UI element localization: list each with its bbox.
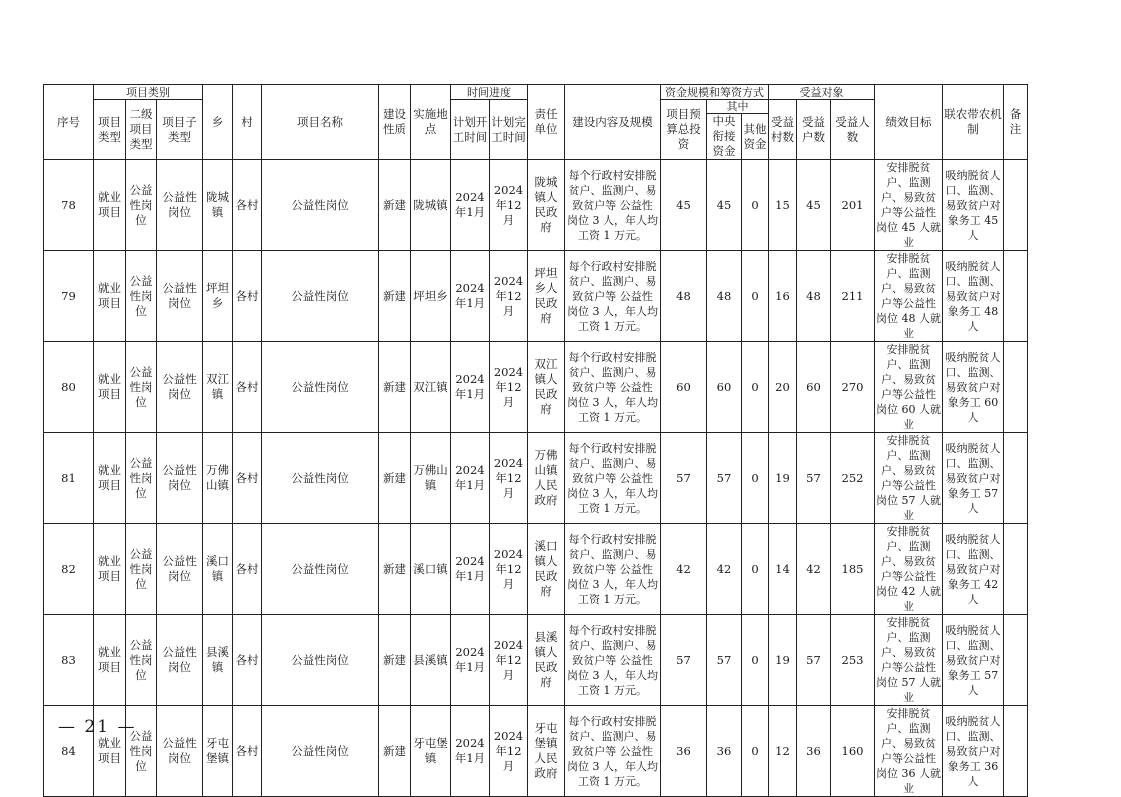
cell-sub-category: 公益性岗位 [126,706,157,797]
cell-ben-households: 57 [797,433,831,524]
cell-content-scale: 每个行政村安排脱贫户、监测户、易致贫户等 公益性岗位 3 人，年人均工资 1 万元。 [565,342,661,433]
project-table [43,84,1028,797]
cell-plan-end: 2024年12月 [490,615,528,706]
page-number: — 21 — [58,717,137,737]
cell-sub-category: 公益性岗位 [126,160,157,251]
header-fund-group: 资金规模和筹资方式 [661,85,769,100]
cell-ben-villages: 16 [769,251,797,342]
cell-link-mechanism: 吸纳脱贫人口、监测、易致贫户对象务工 48 人 [943,251,1004,342]
table-header [44,85,1028,160]
cell-sub-sub-type: 公益性岗位 [157,706,203,797]
cell-project-name: 公益性岗位 [262,615,379,706]
header-ben-people: 受益人数 [831,100,875,160]
cell-village: 各村 [233,433,262,524]
cell-ben-people: 253 [831,615,875,706]
cell-project-name: 公益性岗位 [262,706,379,797]
cell-township: 坪坦乡 [203,251,233,342]
header-ben-households: 受益户数 [797,100,831,160]
cell-township: 溪口镇 [203,524,233,615]
header-performance: 绩效目标 [875,85,943,160]
table-row [44,160,1028,251]
cell-construction-nature: 新建 [379,251,411,342]
header-category-group: 项目类别 [94,85,203,100]
cell-performance: 安排脱贫户、监测户、易致贫户等公益性岗位 57 人就业 [876,434,941,522]
cell-performance: 安排脱贫户、监测户、易致贫户等公益性岗位 42 人就业 [876,525,941,613]
cell-total-investment: 48 [661,251,707,342]
cell-content-scale: 每个行政村安排脱贫户、监测户、易致贫户等 公益性岗位 3 人，年人均工资 1 万元。 [565,615,661,706]
cell-location: 县溪镇 [411,615,451,706]
cell-sub-sub-type: 公益性岗位 [157,615,203,706]
header-beneficiary-group: 受益对象 [769,85,875,100]
cell-total-investment: 60 [661,342,707,433]
cell-content-scale: 每个行政村安排脱贫户、监测户、易致贫户等 公益性岗位 3 人，年人均工资 1 万元。 [565,251,661,342]
header-sub-category: 二级项目类型 [126,100,157,160]
table-row [44,524,1028,615]
cell-central-funds: 42 [707,524,742,615]
cell-content-scale: 每个行政村安排脱贫户、监测户、易致贫户等 公益性岗位 3 人，年人均工资 1 万元。 [565,433,661,524]
cell-total-investment: 42 [661,524,707,615]
cell-seq: 81 [44,433,94,524]
cell-plan-end: 2024年12月 [490,251,528,342]
cell-location: 陇城镇 [411,160,451,251]
cell-project-name: 公益性岗位 [262,433,379,524]
cell-ben-people: 185 [831,524,875,615]
cell-seq: 84 [44,706,94,797]
header-of-which: 其中 [707,100,769,114]
cell-link-mechanism: 吸纳脱贫人口、监测、易致贫户对象务工 42 人 [943,524,1004,615]
header-village: 村 [233,85,262,160]
cell-central-funds: 48 [707,251,742,342]
cell-plan-start: 2024年1月 [451,706,490,797]
cell-location: 坪坦乡 [411,251,451,342]
cell-remark [1004,433,1028,524]
table-body [44,160,1028,797]
cell-other-funds: 0 [742,524,769,615]
table-row [44,433,1028,524]
cell-plan-end: 2024年12月 [490,160,528,251]
cell-ben-people: 211 [831,251,875,342]
cell-plan-end: 2024年12月 [490,433,528,524]
cell-remark [1004,615,1028,706]
cell-project-name: 公益性岗位 [262,342,379,433]
cell-seq: 78 [44,160,94,251]
cell-ben-villages: 14 [769,524,797,615]
cell-ben-villages: 15 [769,160,797,251]
header-remarks: 备注 [1004,85,1028,160]
header-schedule-group: 时间进度 [451,85,528,100]
cell-project-type: 就业项目 [94,342,126,433]
cell-project-type: 就业项目 [94,160,126,251]
cell-construction-nature: 新建 [379,342,411,433]
cell-plan-end: 2024年12月 [490,706,528,797]
cell-village: 各村 [233,524,262,615]
table-row [44,342,1028,433]
cell-ben-villages: 12 [769,706,797,797]
cell-plan-start: 2024年1月 [451,524,490,615]
cell-construction-nature: 新建 [379,615,411,706]
table-row [44,251,1028,342]
cell-central-funds: 45 [707,160,742,251]
cell-sub-category: 公益性岗位 [126,342,157,433]
cell-seq: 79 [44,251,94,342]
cell-project-type: 就业项目 [94,524,126,615]
cell-ben-people: 201 [831,160,875,251]
cell-sub-sub-type: 公益性岗位 [157,433,203,524]
table-row [44,706,1028,797]
cell-sub-category: 公益性岗位 [126,251,157,342]
cell-construction-nature: 新建 [379,706,411,797]
cell-performance: 安排脱贫户、监测户、易致贫户等公益性岗位 48 人就业 [876,252,941,340]
cell-other-funds: 0 [742,433,769,524]
cell-remark [1004,706,1028,797]
header-responsible-unit: 责任单位 [528,85,565,160]
cell-responsible-unit: 万佛山镇人民政府 [528,433,565,524]
header-construction-nature: 建设性质 [379,85,411,160]
cell-central-funds: 36 [707,706,742,797]
cell-plan-start: 2024年1月 [451,160,490,251]
header-content-scale: 建设内容及规模 [565,85,661,160]
cell-responsible-unit: 牙屯堡镇人民政府 [528,706,565,797]
header-location: 实施地点 [411,85,451,160]
cell-performance: 安排脱贫户、监测户、易致贫户等公益性岗位 60 人就业 [876,343,941,431]
cell-other-funds: 0 [742,706,769,797]
cell-central-funds: 60 [707,342,742,433]
cell-central-funds: 57 [707,615,742,706]
cell-content-scale: 每个行政村安排脱贫户、监测户、易致贫户等 公益性岗位 3 人，年人均工资 1 万元。 [565,160,661,251]
cell-responsible-unit: 陇城镇人民政府 [528,160,565,251]
cell-ben-households: 60 [797,342,831,433]
cell-link-mechanism: 吸纳脱贫人口、监测、易致贫户对象务工 57 人 [943,615,1004,706]
cell-village: 各村 [233,251,262,342]
cell-sub-category: 公益性岗位 [126,433,157,524]
cell-plan-start: 2024年1月 [451,251,490,342]
cell-location: 双江镇 [411,342,451,433]
cell-seq: 83 [44,615,94,706]
cell-sub-category: 公益性岗位 [126,524,157,615]
header-seq: 序号 [44,85,94,160]
cell-responsible-unit: 县溪镇人民政府 [528,615,565,706]
header-central-funds: 中央衔接资金 [707,114,742,160]
cell-township: 陇城镇 [203,160,233,251]
header-link-mechanism: 联农带农机制 [943,85,1004,160]
header-township: 乡 [203,85,233,160]
cell-performance: 安排脱贫户、监测户、易致贫户等公益性岗位 45 人就业 [876,161,941,249]
cell-seq: 80 [44,342,94,433]
cell-performance: 安排脱贫户、监测户、易致贫户等公益性岗位 36 人就业 [876,707,941,795]
cell-location: 牙屯堡镇 [411,706,451,797]
cell-seq: 82 [44,524,94,615]
cell-ben-villages: 19 [769,615,797,706]
table-row [44,615,1028,706]
cell-link-mechanism: 吸纳脱贫人口、监测、易致贫户对象务工 60 人 [943,342,1004,433]
header-sub-sub-type: 项目子类型 [157,100,203,160]
cell-other-funds: 0 [742,615,769,706]
cell-performance: 安排脱贫户、监测户、易致贫户等公益性岗位 57 人就业 [876,616,941,704]
cell-sub-sub-type: 公益性岗位 [157,251,203,342]
cell-responsible-unit: 双江镇人民政府 [528,342,565,433]
cell-ben-households: 48 [797,251,831,342]
cell-plan-end: 2024年12月 [490,524,528,615]
cell-remark [1004,524,1028,615]
cell-ben-households: 45 [797,160,831,251]
cell-ben-people: 270 [831,342,875,433]
cell-project-type: 就业项目 [94,433,126,524]
cell-construction-nature: 新建 [379,524,411,615]
cell-plan-start: 2024年1月 [451,433,490,524]
cell-township: 牙屯堡镇 [203,706,233,797]
cell-total-investment: 45 [661,160,707,251]
cell-project-type: 就业项目 [94,706,126,797]
cell-ben-households: 42 [797,524,831,615]
cell-location: 溪口镇 [411,524,451,615]
cell-link-mechanism: 吸纳脱贫人口、监测、易致贫户对象务工 57 人 [943,433,1004,524]
cell-total-investment: 57 [661,433,707,524]
header-plan-end: 计划完工时间 [490,100,528,160]
cell-plan-start: 2024年1月 [451,615,490,706]
cell-project-type: 就业项目 [94,251,126,342]
cell-content-scale: 每个行政村安排脱贫户、监测户、易致贫户等 公益性岗位 3 人，年人均工资 1 万元。 [565,706,661,797]
cell-village: 各村 [233,160,262,251]
cell-central-funds: 57 [707,433,742,524]
cell-location: 万佛山镇 [411,433,451,524]
cell-remark [1004,251,1028,342]
cell-responsible-unit: 溪口镇人民政府 [528,524,565,615]
cell-construction-nature: 新建 [379,160,411,251]
cell-ben-people: 160 [831,706,875,797]
cell-link-mechanism: 吸纳脱贫人口、监测、易致贫户对象务工 36 人 [943,706,1004,797]
cell-remark [1004,342,1028,433]
cell-responsible-unit: 坪坦乡人民政府 [528,251,565,342]
cell-township: 双江镇 [203,342,233,433]
cell-project-name: 公益性岗位 [262,160,379,251]
cell-project-name: 公益性岗位 [262,251,379,342]
cell-sub-sub-type: 公益性岗位 [157,524,203,615]
header-project-name: 项目名称 [262,85,379,160]
cell-project-type: 就业项目 [94,615,126,706]
cell-ben-villages: 20 [769,342,797,433]
cell-ben-people: 252 [831,433,875,524]
cell-plan-start: 2024年1月 [451,342,490,433]
cell-sub-sub-type: 公益性岗位 [157,160,203,251]
cell-construction-nature: 新建 [379,433,411,524]
cell-ben-villages: 19 [769,433,797,524]
cell-ben-households: 36 [797,706,831,797]
header-other-funds: 其他资金 [742,114,769,160]
cell-total-investment: 36 [661,706,707,797]
cell-village: 各村 [233,615,262,706]
cell-remark [1004,160,1028,251]
cell-plan-end: 2024年12月 [490,342,528,433]
cell-link-mechanism: 吸纳脱贫人口、监测、易致贫户对象务工 45 人 [943,160,1004,251]
cell-other-funds: 0 [742,160,769,251]
cell-village: 各村 [233,342,262,433]
cell-other-funds: 0 [742,251,769,342]
cell-township: 县溪镇 [203,615,233,706]
header-project-type: 项目类型 [94,100,126,160]
header-plan-start: 计划开工时间 [451,100,490,160]
cell-village: 各村 [233,706,262,797]
cell-total-investment: 57 [661,615,707,706]
header-ben-villages: 受益村数 [769,100,797,160]
cell-sub-category: 公益性岗位 [126,615,157,706]
cell-other-funds: 0 [742,342,769,433]
cell-ben-households: 57 [797,615,831,706]
cell-township: 万佛山镇 [203,433,233,524]
header-total-investment: 项目预算总投资 [661,100,707,160]
cell-sub-sub-type: 公益性岗位 [157,342,203,433]
cell-project-name: 公益性岗位 [262,524,379,615]
cell-content-scale: 每个行政村安排脱贫户、监测户、易致贫户等 公益性岗位 3 人，年人均工资 1 万元。 [565,524,661,615]
